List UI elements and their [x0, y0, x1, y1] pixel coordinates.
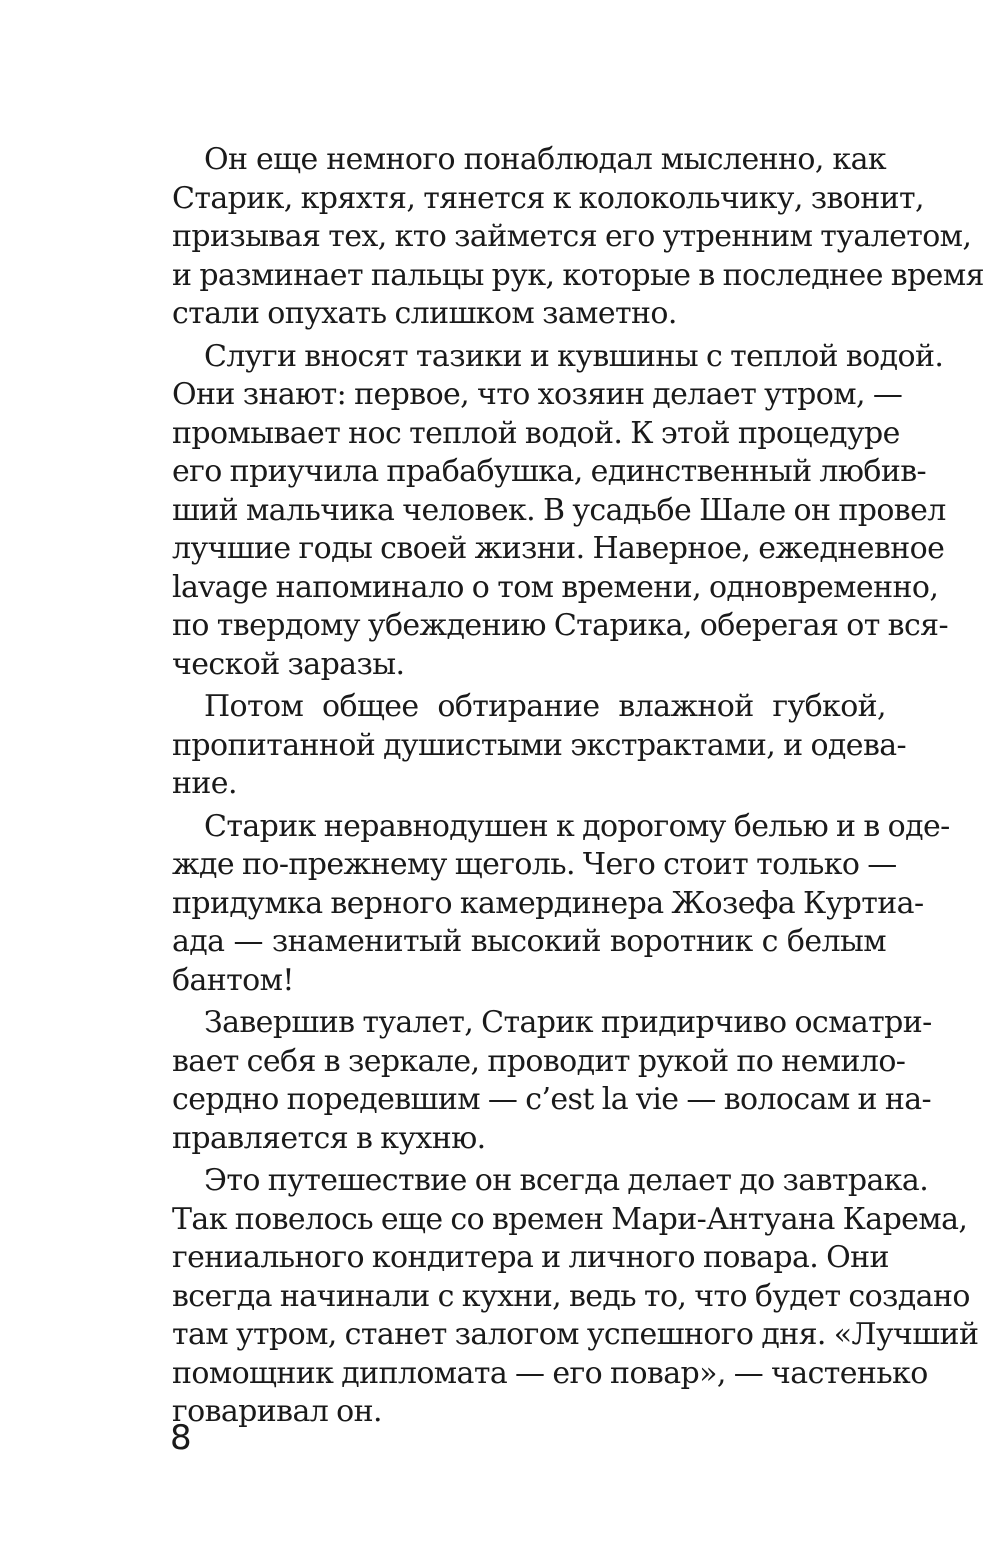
paragraph [172, 1004, 932, 1158]
text-line: промывает нос теплой водой. К этой процедуре [172, 415, 900, 451]
text-line: lavage напоминало о том времени, одновременно, [172, 569, 939, 605]
text-line: Старик, кряхтя, тянется к колокольчику, звонит, [172, 180, 924, 216]
text-line: придумка верного камердинера Жозефа Куртиа- [172, 885, 924, 921]
text-line: Потом общее обтирание влажной губкой, [204, 689, 886, 724]
text-line: ада — знаменитый высокий воротник с белым [172, 924, 886, 959]
paragraph [172, 808, 950, 1001]
text-line: гениального кондитера и личного повара. Они [172, 1240, 889, 1275]
text-line: его приучила прабабушка, единственный любив- [172, 454, 927, 489]
text-line: Так повелось еще со времен Мари-Антуана Карема, [172, 1201, 968, 1237]
text-line: сердно поредевшим — c’est la vie — волосам и на- [172, 1082, 932, 1117]
paragraph [172, 688, 907, 804]
text-line: Слуги вносят тазики и кувшины с теплой водой. [204, 338, 944, 374]
paragraph [172, 338, 949, 685]
text-line: всегда начинали с кухни, ведь то, что будет создано [172, 1278, 970, 1314]
text-line: ческой заразы. [172, 646, 405, 682]
text-line: жде по-прежнему щеголь. Чего стоит только — [172, 847, 897, 882]
paragraph [172, 1162, 979, 1432]
page-number: 8 [170, 1418, 192, 1458]
text-line: лучшие годы своей жизни. Наверное, ежедневное [172, 531, 945, 566]
text-line: по твердому убеждению Старика, оберегая от вся- [172, 608, 949, 643]
text-line: призывая тех, кто займется его утренним туалетом, [172, 219, 972, 254]
text-line: говаривал он. [172, 1394, 382, 1429]
paragraph [172, 141, 984, 334]
text-line: ние. [172, 766, 237, 801]
text-line: Он еще немного понаблюдал мысленно, как [204, 142, 886, 177]
text-line: пропитанной душистыми экстрактами, и одева- [172, 727, 907, 763]
text-line: вает себя в зеркале, проводит рукой по немило- [172, 1043, 906, 1079]
text-line: бантом! [172, 962, 294, 998]
text-line: помощник дипломата — его повар», — частенько [172, 1355, 928, 1391]
text-line: ший мальчика человек. В усадьбе Шале он провел [172, 492, 946, 528]
text-line: там утром, станет залогом успешного дня. «Лучший [172, 1317, 979, 1352]
text-line: Завершив туалет, Старик придирчиво осматри- [204, 1005, 932, 1040]
text-line: и разминает пальцы рук, которые в последнее время [172, 257, 984, 293]
text-line: правляется в кухню. [172, 1120, 486, 1156]
body-text [172, 141, 984, 1432]
text-line: Это путешествие он всегда делает до завтрака. [204, 1163, 929, 1198]
text-line: Старик неравнодушен к дорогому белью и в оде- [204, 808, 950, 844]
text-line: Они знают: первое, что хозяин делает утром, — [172, 377, 903, 412]
text-line: стали опухать слишком заметно. [172, 296, 677, 331]
